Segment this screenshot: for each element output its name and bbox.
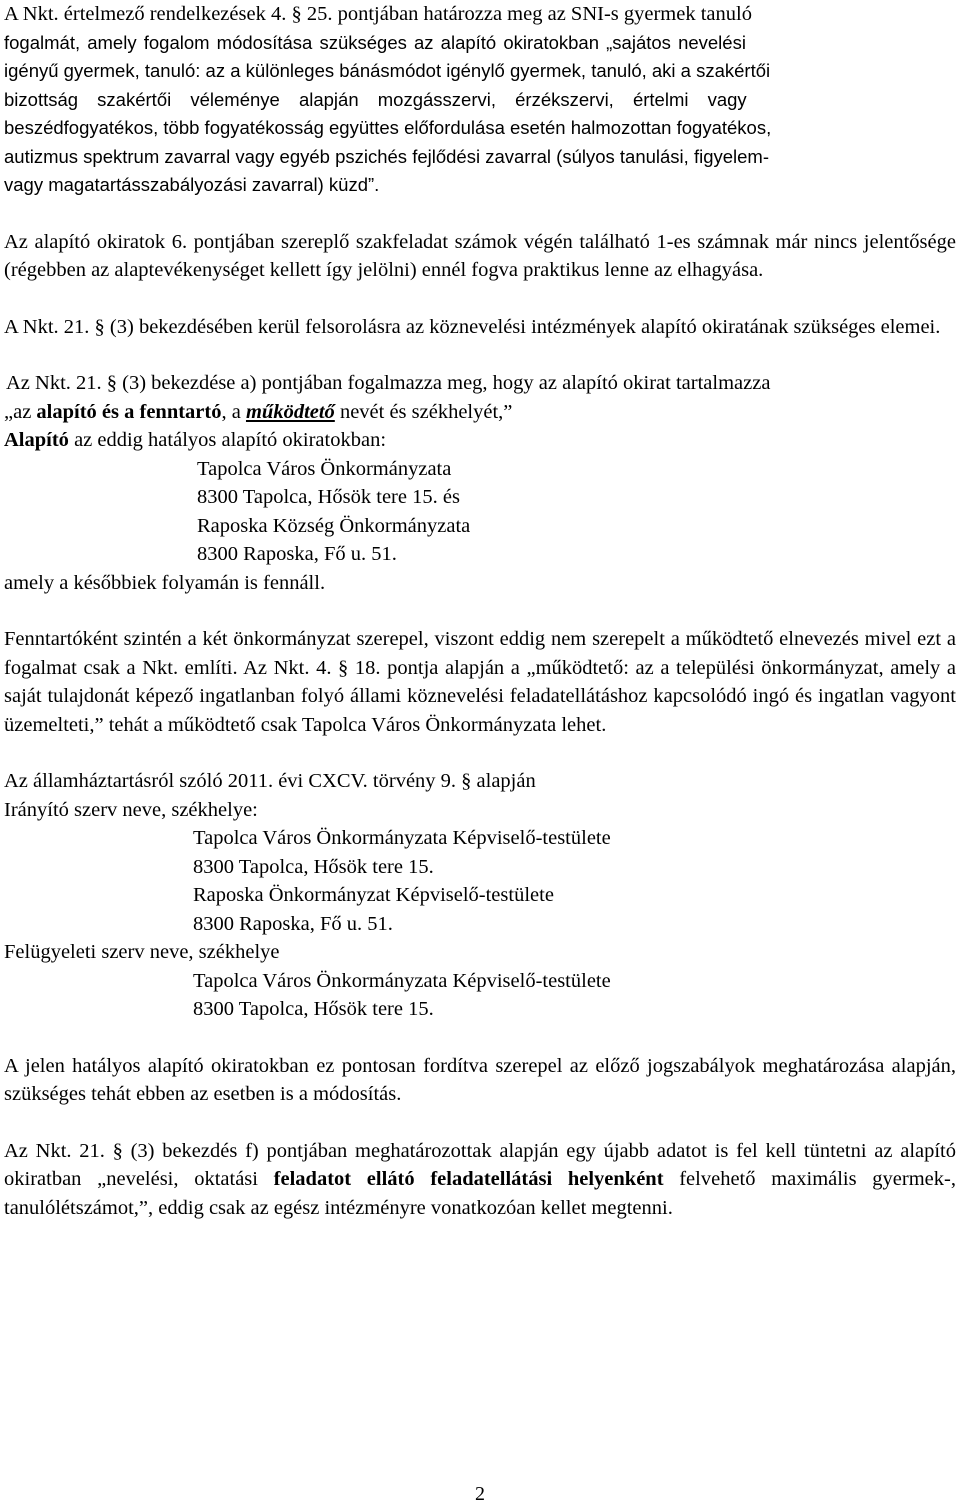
alapito-intro-line: Az Nkt. 21. § (3) bekezdése a) pontjában fogalmazza meg, hogy az alapító okirat tartalmazza [6, 372, 771, 394]
alapito-address-2: 8300 Tapolca, Hősök tere 15. és [197, 486, 460, 508]
intro-line-6: autizmus spektrum zavarral vagy egyéb pszichés fejlődési zavarral (súlyos tanulási, figyelem- [4, 145, 769, 167]
alapito-label: Alapító [4, 429, 69, 451]
iranyito-label: Irányító szerv neve, székhelye: [4, 798, 258, 821]
alapito-label-rest: az eddig hatályos alapító okiratokban: [68, 429, 387, 451]
paragraph-allamhaztartas [4, 767, 956, 1024]
quote-bold-alapito-fenntarto: alapító és a fenntartó [36, 400, 222, 423]
iranyito-2: 8300 Tapolca, Hősök tere 15. [193, 855, 434, 878]
quote-mid: , a [221, 400, 246, 423]
letszam-bold: feladatot ellátó feladatellátási helyenként [273, 1168, 664, 1190]
page-number: 2 [475, 1483, 485, 1505]
iranyito-1: Tapolca Város Önkormányzata Képviselő-testülete [193, 827, 611, 849]
iranyito-3: Raposka Önkormányzat Képviselő-testülete [193, 884, 554, 906]
intro-line-3: igényű gyermek, tanuló: az a különleges bánásmódot igénylő gyermek, tanuló, aki a szakértői [4, 60, 771, 81]
letszam-start: Az Nkt. 21. § (3) bekezdés f) pontjában meghatározottak alapján egy újabb adatot is fel kell tüntetni az alapító okiratban „nevelési, oktatási [4, 1139, 956, 1190]
intro-line-2: fogalmát, amely fogalom módosítása szükséges az alapító okiratokban „sajátos nevelési [4, 31, 746, 53]
paragraph-nkt-21: A Nkt. 21. § (3) bekezdésében kerül felsorolásra az köznevelési intézmények alapító okiratának szükséges elemei. [4, 315, 941, 338]
quote-close: nevét és székhelyét,” [334, 400, 513, 423]
alapito-address-3: Raposka Község Önkormányzata [197, 514, 471, 537]
document-page [4, 0, 956, 1222]
iranyito-4: 8300 Raposka, Fő u. 51. [193, 912, 393, 935]
paragraph-fenntarto: Fenntartóként szintén a két önkormányzat szerepel, viszont eddig nem szerepelt a működtető elnevezés mivel ezt a fogalmat csak a Nkt. említi. Az Nkt. 4. § 18. pontja alapján a „működtető: az a települési önkormányzat, amely a saját tulajdonát képező ingatlanban folyó állami köznevelési feladatellátáshoz kapcsolódó ingó és ingatlan vagyont üzemelteti,” tehát a működtető csak Tapolca Város Önkormányzata lehet. [4, 628, 956, 736]
intro-line-7: vagy magatartásszabályozási zavarral) küzd”. [4, 174, 380, 195]
alapito-address-4: 8300 Raposka, Fő u. 51. [197, 543, 397, 565]
paragraph-szakfeladat: Az alapító okiratok 6. pontjában szereplő szakfeladat számok végén található 1-es számnak már nincs jelentősége (régebben az alaptevékenységet kellett így jelölni) ennél fogva praktikus lenne az elhagyása. [4, 230, 956, 281]
quote-mukodteto: működtető [245, 400, 335, 423]
alapito-tail: amely a későbbiek folyamán is fennáll. [4, 571, 326, 594]
paragraph-alapito [4, 369, 956, 597]
letszam-end: felvehető maximális gyermek-, tanulólétszámot,”, eddig csak az egész intézményre vonatkozóan kellet megtenni. [4, 1168, 956, 1219]
intro-line-4: bizottság szakértői véleménye alapján mozgásszervi, érzékszervi, értelmi vagy [4, 88, 747, 110]
felugyeleti-1: Tapolca Város Önkormányzata Képviselő-testülete [193, 969, 611, 992]
felugyeleti-2: 8300 Tapolca, Hősök tere 15. [193, 998, 434, 1020]
intro-line-1: A Nkt. értelmező rendelkezések 4. § 25. pontjában határozza meg az SNI-s gyermek tanuló [4, 3, 752, 25]
alapito-address-1: Tapolca Város Önkormányzata [197, 457, 452, 480]
alapito-label-line [4, 426, 956, 455]
paragraph-letszam [4, 1137, 956, 1223]
allamhaztartas-line: Az államháztartásról szóló 2011. évi CXCV. törvény 9. § alapján [4, 770, 536, 792]
alapito-quote [4, 398, 956, 427]
quote-open: „az [4, 400, 37, 423]
intro-paragraph [4, 0, 956, 200]
felugyeleti-label: Felügyeleti szerv neve, székhelye [4, 941, 280, 963]
intro-line-5: beszédfogyatékos, több fogyatékosság együttes előfordulása esetén halmozottan fogyatékos, [4, 117, 772, 138]
paragraph-forditva: A jelen hatályos alapító okiratokban ez pontosan fordítva szerepel az előző jogszabályok meghatározása alapján, szükséges tehát ebben az esetben is a módosítás. [4, 1054, 956, 1105]
